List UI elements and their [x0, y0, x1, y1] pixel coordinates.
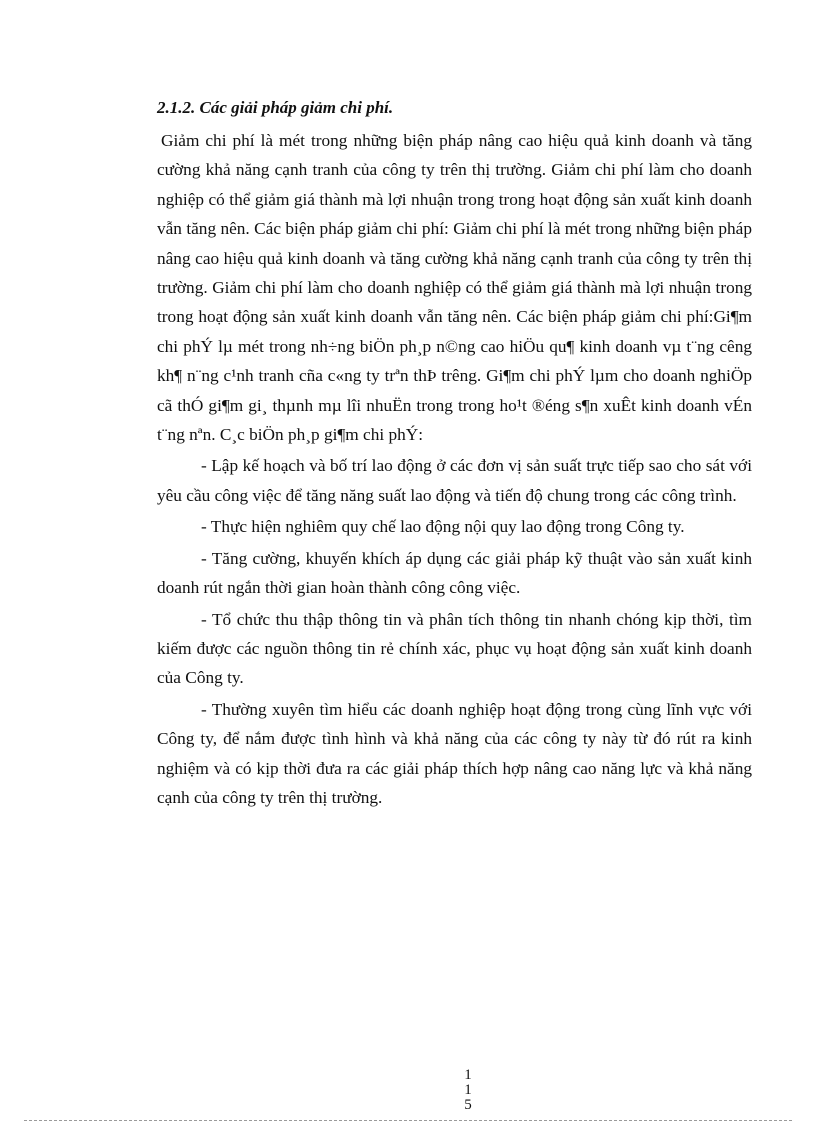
list-item: - Tăng cường, khuyến khích áp dụng các giải pháp kỹ thuật vào sản xuất kinh doanh rút ngắn thời gian hoàn thành công công việc. — [157, 548, 752, 598]
body-text — [157, 126, 752, 812]
footer-divider — [24, 1120, 792, 1121]
page-number-digit: 1 — [464, 1067, 472, 1083]
list-item: - Lập kế hoạch và bố trí lao động ở các đơn vị sản suất trực tiếp sao cho sát với yêu cầu công việc để tăng năng suất lao động và tiến độ chung trong các công trình. — [157, 456, 752, 505]
section-heading: 2.1.2. Các giải pháp giảm chi phí. — [157, 98, 394, 117]
intro-paragraph: Giảm chi phí là mét trong những biện pháp nâng cao hiệu quả kinh doanh và tăng cường khả năng cạnh tranh của công ty trên thị trường. Giảm chi phí làm cho doanh nghiệp có thể giảm giá thành mà lợi nhuận trong trong hoạt động sản xuất kinh doanh vẫn tăng nên. Các biện pháp giảm chi phí: Giảm chi phí là mét trong những biện pháp nâng cao hiệu quả kinh doanh và tăng cường khả năng cạnh tranh của công ty trên thị trường. Giảm chi phí làm cho doanh nghiệp có thể giảm giá thành mà lợi nhuận trong trong hoạt động sản xuất kinh doanh vẫn tăng nên. Các biện pháp giảm chi phí:Gi¶m chi phÝ lµ mét trong nh÷ng biÖn ph¸p n©ng cao hiÖu qu¶ kinh doanh vµ t¨ng cêng kh¶ n¨ng c¹nh tranh cña c«ng ty trªn thÞ trêng. Gi¶m chi phÝ lµm cho doanh nghiÖp cã thÓ gi¶m gi¸ thµnh mµ lîi nhuËn trong trong ho¹t ®éng s¶n xuÊt kinh doanh vÉn t¨ng nªn. C¸c biÖn ph¸p gi¶m chi phÝ: — [157, 131, 752, 445]
page-number-digit: 1 — [464, 1082, 472, 1098]
list-item: - Tổ chức thu thập thông tin và phân tích thông tin nhanh chóng kịp thời, tìm kiếm được các nguồn thông tin rẻ chính xác, phục vụ hoạt động sản xuất kinh doanh của Công ty. — [157, 609, 752, 688]
list-item: - Thường xuyên tìm hiểu các doanh nghiệp hoạt động trong cùng lĩnh vực với Công ty, để nắm được tình hình và khả năng của các công ty này từ đó rút ra kinh nghiệm và có kịp thời đưa ra các giải pháp thích hợp nâng cao năng lực và khả năng cạnh của công ty trên thị trường. — [157, 699, 752, 807]
list-item: - Thực hiện nghiêm quy chế lao động nội quy lao động trong Công ty. — [201, 517, 685, 537]
page-number-digit: 5 — [464, 1097, 472, 1113]
page-number — [461, 1068, 475, 1113]
